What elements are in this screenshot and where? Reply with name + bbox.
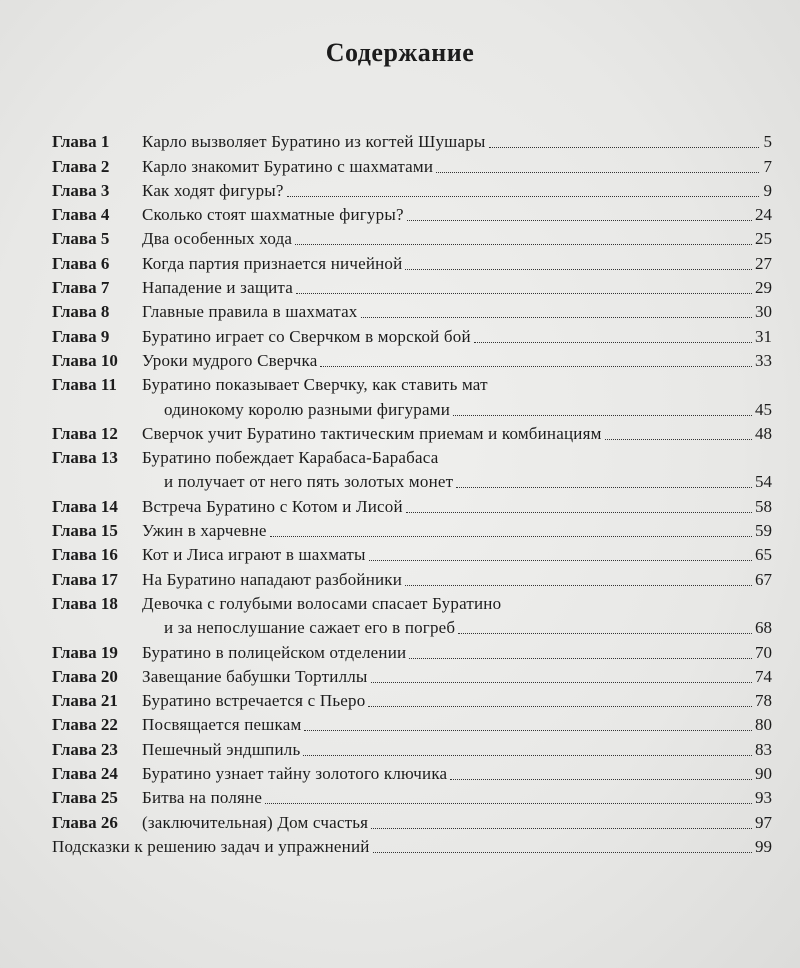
toc-entry[interactable]: [52, 517, 772, 541]
toc-line: [52, 687, 772, 711]
chapter-title: Два особенных хода: [142, 229, 293, 249]
page-number: 45: [755, 399, 772, 419]
toc-entry[interactable]: [52, 784, 772, 808]
chapter-title: Посвящается пешкам: [142, 715, 302, 735]
chapter-title: Сверчок учит Буратино тактическим приемам и комбинациям: [142, 423, 602, 443]
page-number: 97: [755, 812, 772, 832]
dot-leader: [456, 487, 752, 488]
toc-line: [52, 711, 772, 735]
dot-leader: [436, 172, 759, 173]
chapter-title: Ужин в харчевне: [142, 521, 267, 541]
chapter-label: Глава 9: [52, 326, 110, 346]
toc-line: [52, 274, 772, 298]
toc-line: [52, 760, 772, 784]
chapter-label: Глава 14: [52, 496, 118, 516]
toc-entry[interactable]: [52, 735, 772, 759]
dot-leader: [373, 852, 752, 853]
page-number: 68: [755, 618, 772, 638]
page-number: 27: [755, 253, 772, 273]
chapter-label: Глава 1: [52, 132, 110, 152]
page-number: 80: [755, 715, 772, 735]
toc-line: [52, 177, 772, 201]
chapter-title: Подсказки к решению задач и упражнений: [52, 836, 370, 856]
table-of-contents: [52, 128, 772, 857]
dot-leader: [270, 536, 752, 537]
toc-entry[interactable]: [52, 128, 772, 152]
chapter-title: Как ходят фигуры?: [142, 180, 284, 200]
chapter-label: Глава 18: [52, 593, 118, 613]
chapter-title: Нападение и защита: [142, 278, 294, 298]
chapter-title: и за непослушание сажает его в погреб: [164, 618, 456, 638]
toc-line: [52, 395, 772, 419]
toc-line: [52, 735, 772, 759]
dot-leader: [371, 828, 752, 829]
toc-line: [52, 201, 772, 225]
page-number: 9: [763, 180, 772, 200]
chapter-label: Глава 15: [52, 521, 118, 541]
chapter-label: Глава 3: [52, 180, 110, 200]
chapter-title: Буратино узнает тайну золотого ключика: [142, 764, 448, 784]
toc-line: [52, 322, 772, 346]
chapter-title: Когда партия признается ничейной: [142, 253, 403, 273]
page-number: 93: [755, 788, 772, 808]
toc-entry[interactable]: [52, 638, 772, 662]
toc-entry[interactable]: [52, 420, 772, 444]
page-number: 30: [755, 302, 772, 322]
page-number: 29: [755, 278, 772, 298]
chapter-label: Глава 5: [52, 229, 110, 249]
dot-leader: [296, 293, 752, 294]
chapter-title: (заключительная) Дом счастья: [142, 812, 369, 832]
dot-leader: [458, 633, 752, 634]
dot-leader: [453, 415, 752, 416]
dot-leader: [409, 658, 752, 659]
toc-entry[interactable]: [52, 347, 772, 371]
chapter-label: Глава 19: [52, 642, 118, 662]
page-number: 54: [755, 472, 772, 492]
toc-entry[interactable]: [52, 274, 772, 298]
page-number: 24: [755, 205, 772, 225]
toc-entry[interactable]: [52, 201, 772, 225]
toc-entry[interactable]: [52, 322, 772, 346]
chapter-title: Буратино играет со Сверчком в морской бой: [142, 326, 471, 346]
dot-leader: [605, 439, 752, 440]
dot-leader: [369, 560, 752, 561]
toc-line: [52, 492, 772, 516]
page-number: 31: [755, 326, 772, 346]
chapter-label: Глава 16: [52, 545, 118, 565]
chapter-label: Глава 26: [52, 812, 118, 832]
page-number: 5: [763, 132, 772, 152]
chapter-title: Девочка с голубыми волосами спасает Буратино: [142, 593, 502, 613]
chapter-title: Буратино показывает Сверчку, как ставить мат: [142, 375, 488, 395]
chapter-label: Глава 23: [52, 739, 118, 759]
chapter-label: Глава 12: [52, 423, 118, 443]
page-number: 58: [755, 496, 772, 516]
dot-leader: [450, 779, 752, 780]
chapter-title: Битва на поляне: [142, 788, 263, 808]
chapter-label: Глава 22: [52, 715, 118, 735]
dot-leader: [405, 269, 752, 270]
toc-line: [52, 590, 772, 614]
toc-line: [52, 565, 772, 589]
dot-leader: [474, 342, 752, 343]
page-number: 65: [755, 545, 772, 565]
toc-line: [52, 128, 772, 152]
toc-line: [52, 347, 772, 371]
page-number: 83: [755, 739, 772, 759]
toc-entry[interactable]: [52, 177, 772, 201]
chapter-label: Глава 21: [52, 691, 118, 711]
chapter-label: Глава 6: [52, 253, 110, 273]
chapter-label: Глава 25: [52, 788, 118, 808]
dot-leader: [287, 196, 759, 197]
chapter-title: Буратино побеждает Карабаса-Барабаса: [142, 448, 439, 468]
chapter-label: Глава 4: [52, 205, 110, 225]
page-number: 70: [755, 642, 772, 662]
toc-line: [52, 298, 772, 322]
toc-line: [52, 444, 772, 468]
chapter-label: Глава 20: [52, 666, 118, 686]
toc-line: [52, 614, 772, 638]
toc-entry[interactable]: [52, 663, 772, 687]
page-number: 33: [755, 350, 772, 370]
toc-entry[interactable]: [52, 444, 772, 493]
dot-leader: [368, 706, 752, 707]
dot-leader: [407, 220, 752, 221]
toc-entry[interactable]: [52, 225, 772, 249]
page-title: Содержание: [325, 38, 475, 67]
chapter-title: Карло знакомит Буратино с шахматами: [142, 156, 434, 176]
chapter-title: Буратино в полицейском отделении: [142, 642, 407, 662]
dot-leader: [265, 803, 752, 804]
chapter-title: и получает от него пять золотых монет: [164, 472, 454, 492]
toc-entry[interactable]: [52, 590, 772, 639]
chapter-label: Глава 8: [52, 302, 110, 322]
toc-entry[interactable]: [52, 249, 772, 273]
dot-leader: [304, 730, 752, 731]
page-number: 59: [755, 521, 772, 541]
chapter-label: Глава 13: [52, 448, 118, 468]
toc-line: [52, 784, 772, 808]
chapter-label: Глава 2: [52, 156, 110, 176]
toc-line: [52, 468, 772, 492]
chapter-title: Пешечный эндшпиль: [142, 739, 301, 759]
chapter-label: Глава 17: [52, 569, 118, 589]
toc-line: [52, 638, 772, 662]
chapter-title: Встреча Буратино с Котом и Лисой: [142, 496, 403, 516]
toc-entry[interactable]: [52, 565, 772, 589]
dot-leader: [320, 366, 752, 367]
chapter-label: Глава 24: [52, 764, 118, 784]
chapter-label: Глава 7: [52, 278, 110, 298]
dot-leader: [406, 512, 752, 513]
toc-entry[interactable]: [52, 371, 772, 420]
page-number: 90: [755, 764, 772, 784]
toc-line: [52, 541, 772, 565]
toc-line: [52, 371, 772, 395]
toc-entry[interactable]: [52, 808, 772, 832]
toc-entry[interactable]: [52, 687, 772, 711]
chapter-title: Главные правила в шахматах: [142, 302, 358, 322]
toc-entry[interactable]: [52, 152, 772, 176]
chapter-label: Глава 11: [52, 375, 117, 395]
chapter-label: Глава 10: [52, 350, 118, 370]
page-number: 7: [763, 156, 772, 176]
toc-entry[interactable]: [52, 760, 772, 784]
page-number: 74: [755, 666, 772, 686]
chapter-title: Кот и Лиса играют в шахматы: [142, 545, 366, 565]
chapter-title: одинокому королю разными фигурами: [164, 399, 451, 419]
chapter-title: На Буратино нападают разбойники: [142, 569, 403, 589]
toc-line: [52, 249, 772, 273]
dot-leader: [303, 755, 752, 756]
toc-line: [52, 833, 772, 857]
toc-line: [52, 663, 772, 687]
page-number: 99: [755, 836, 772, 856]
page-number: 67: [755, 569, 772, 589]
toc-entry[interactable]: [52, 711, 772, 735]
page-number: 48: [755, 423, 772, 443]
chapter-title: Уроки мудрого Сверчка: [142, 350, 318, 370]
chapter-title: Сколько стоят шахматные фигуры?: [142, 205, 404, 225]
dot-leader: [295, 244, 752, 245]
toc-line: [52, 808, 772, 832]
toc-line: [52, 225, 772, 249]
page-number: 78: [755, 691, 772, 711]
toc-entry[interactable]: [52, 541, 772, 565]
dot-leader: [371, 682, 752, 683]
dot-leader: [361, 317, 752, 318]
toc-entry[interactable]: [52, 833, 772, 857]
toc-line: [52, 517, 772, 541]
chapter-title: Завещание бабушки Тортиллы: [142, 666, 368, 686]
toc-entry[interactable]: [52, 492, 772, 516]
toc-entry[interactable]: [52, 298, 772, 322]
chapter-title: Карло вызволяет Буратино из когтей Шушары: [142, 132, 486, 152]
toc-line: [52, 152, 772, 176]
page-number: 25: [755, 229, 772, 249]
dot-leader: [489, 147, 759, 148]
dot-leader: [405, 585, 752, 586]
toc-line: [52, 420, 772, 444]
chapter-title: Буратино встречается с Пьеро: [142, 691, 366, 711]
